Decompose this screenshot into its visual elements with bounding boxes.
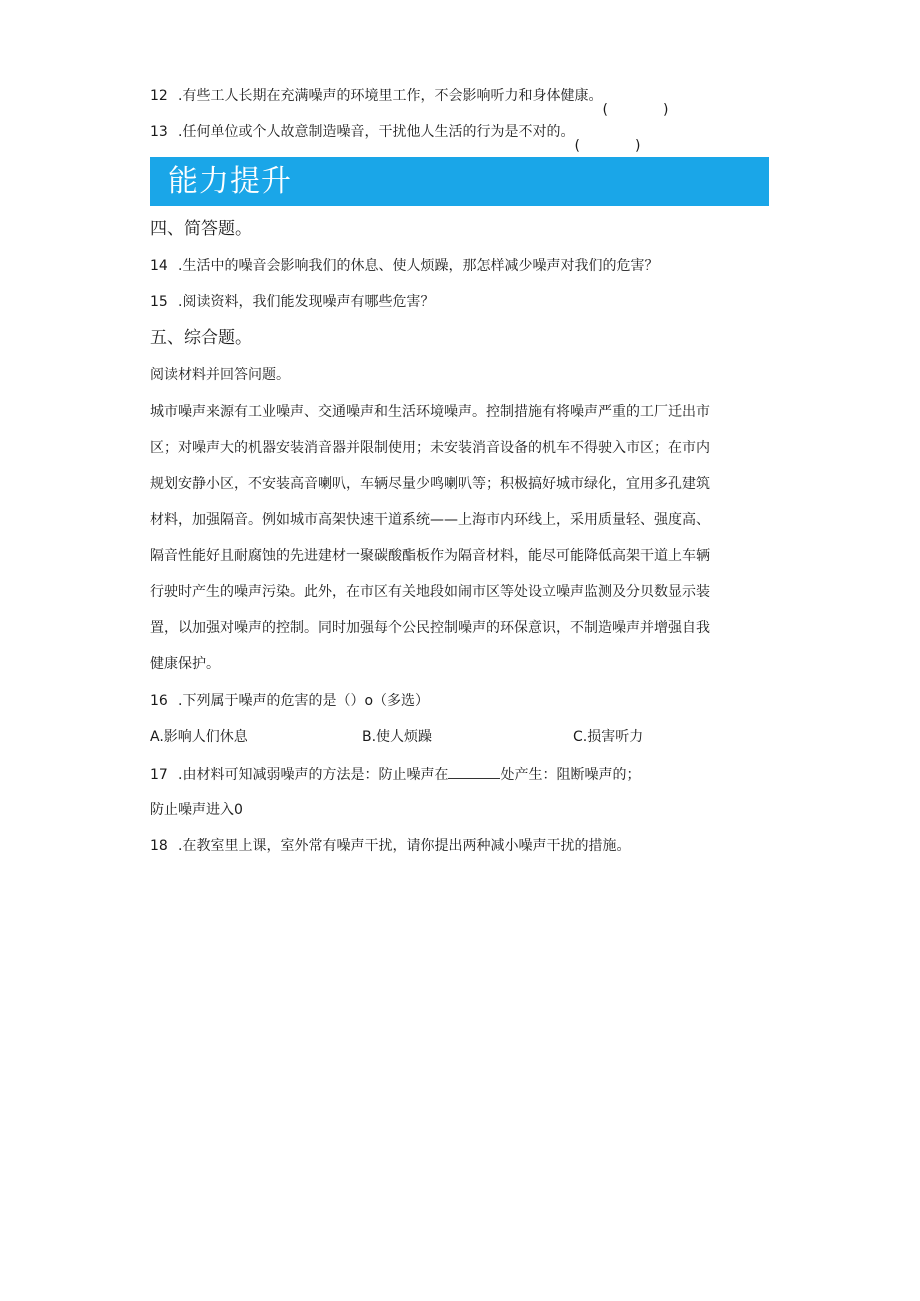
passage-line: 城市噪声来源有工业噪声、交通噪声和生活环境噪声。控制措施有将噪声严重的工厂迁出市 [150,404,710,420]
option-a[interactable]: A.影响人们休息 [150,729,248,745]
question-text: .由材料可知减弱噪声的方法是：防止噪声在 [178,767,449,783]
passage-line: 隔音性能好且耐腐蚀的先进建材一聚碳酸酯板作为隔音材料，能尽可能降低高架干道上车辆 [150,548,710,564]
section-banner [150,157,769,206]
option-c[interactable]: C.损害听力 [573,729,644,745]
question-16 [150,691,429,711]
passage-line: 规划安静小区，不安装高音喇叭，车辆尽量少鸣喇叭等；积极搞好城市绿化，宜用多孔建筑 [150,476,710,492]
question-13: 13 .任何单位或个人故意制造噪音，干扰他人生活的行为是不对的。 ( ) [150,124,641,154]
question-number: 17 [150,767,168,783]
fill-in-blank[interactable] [448,764,500,779]
question-text: .下列属于噪声的危害的是（）o（多选） [178,693,430,709]
passage-intro: 阅读材料并回答问题。 [150,367,290,383]
question-12: 12 .有些工人长期在充满噪声的环境里工作，不会影响听力和身体健康。 ( ) [150,88,669,118]
question-number: 12 [150,88,168,104]
passage-line: 行驶时产生的噪声污染。此外，在市区有关地段如闹市区等处设立噪声监测及分贝数显示装 [150,584,710,600]
question-number: 15 [150,294,168,310]
passage-line: 材料，加强隔音。例如城市高架快速干道系统——上海市内环线上，采用质量轻、强度高、 [150,512,710,528]
section-4-heading: 四、简答题。 [150,219,252,239]
question-number: 18 [150,838,168,854]
passage-line: 区；对噪声大的机器安装消音器并限制使用；未安装消音设备的机车不得驶入市区；在市内 [150,440,710,456]
question-number: 16 [150,693,168,709]
question-number: 13 [150,124,168,140]
banner-title: 能力提升 [168,164,292,199]
question-17-line-2: 防止噪声进入0 [150,802,243,818]
question-text: .任何单位或个人故意制造噪音，干扰他人生活的行为是不对的。 [178,124,575,140]
question-text: .有些工人长期在充满噪声的环境里工作，不会影响听力和身体健康。 [178,88,603,104]
question-14 [150,256,658,276]
question-text-continued: 处产生：阻断噪声的； [500,767,641,783]
question-number: 14 [150,258,168,274]
passage-line: 置，以加强对噪声的控制。同时加强每个公民控制噪声的环保意识，不制造噪声并增强自我 [150,620,710,636]
question-text: .在教室里上课，室外常有噪声干扰，请你提出两种减小噪声干扰的措施。 [178,838,631,854]
question-18 [150,836,630,856]
question-17 [150,764,640,785]
question-15 [150,292,434,312]
option-b[interactable]: B.使人烦躁 [362,729,433,745]
question-text: .生活中的噪音会影响我们的休息、使人烦躁，那怎样减少噪声对我们的危害？ [178,258,659,274]
section-5-heading: 五、综合题。 [150,328,252,348]
question-text: .阅读资料，我们能发现噪声有哪些危害？ [178,294,435,310]
passage-line: 健康保护。 [150,656,220,672]
